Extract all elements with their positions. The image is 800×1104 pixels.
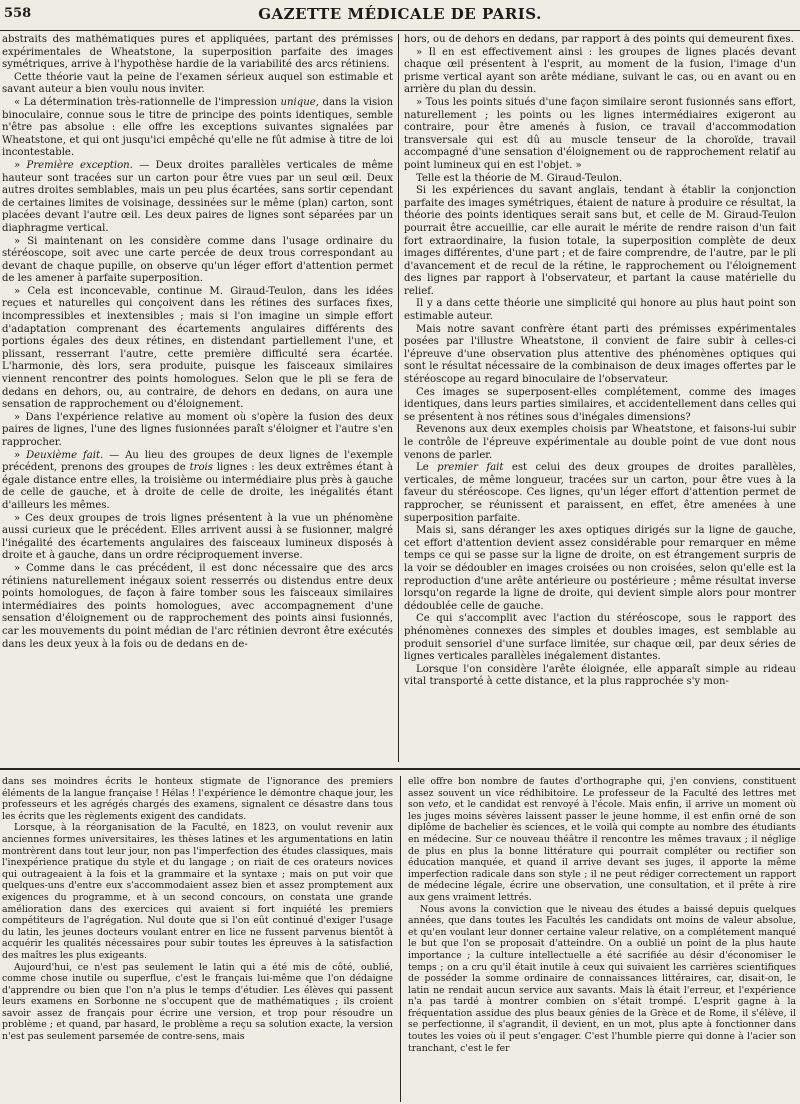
text-run: , et le candidat est renvoyé à l'école. Mais enfin, il arrive un moment où les juges moins sévères laissent passer le jeune homme, il est enfin orné de son diplôme de bachelier ès sciences, et le voilà qui compte au nombre des étudiants en médecine. Sur ce nouveau théâtre il rencontre les mêmes travaux ; il néglige de plus en plus la bonne littérature qui pourrait compléter ou rectifier son éducation manquée, et quand il arrive devant ses juges, il apporte la même imperfection radicale dans son style ; il ne peut rédiger correctement un rapport de médecine légale, écrire une observation, une consultation, et il prête à rire aux gens vraiment lettrés. bbox=[408, 799, 796, 903]
text-run: est celui des deux groupes de droites parallèles, verticales, de même longueur, tracées sur un carton, pour être vues à la faveur du stéréoscope. Ces lignes, qu'un léger effort d'attention permet de rapprocher, se réunissent et paraissent, en effet, être amenées à une superposition parfaite. bbox=[404, 462, 796, 524]
paragraph: Mais si, sans déranger les axes optiques dirigés sur la ligne de gauche, cet effort d'attention devient assez considérable pour remarquer en même temps ce qui se passe sur la ligne de droite, on est étrangement surpris de la voir se dédoubler en images croisées ou non croisées, selon qu'elle est la reproduction d'une arête antérieure ou postérieure ; même résultat inverse lorsqu'on regarde la ligne de droite, qui devient simple alors pour montrer dédoublée celle de gauche. bbox=[404, 525, 796, 612]
running-title: GAZETTE MÉDICALE DE PARIS. bbox=[258, 5, 542, 23]
paragraph: Revenons aux deux exemples choisis par Wheatstone, et faisons-lui subir le contrôle de l'épreuve expérimentale au double point de vue dont nous venons de parler. bbox=[404, 424, 796, 461]
feuilleton-column-right bbox=[408, 776, 796, 1102]
text-run: lignes : les deux extrêmes étant à égale distance entre elles, la troisième ou intermédiaire plus près à gauche de celle de gauche, et à droite de celle de droite, les inégalités étant d'ailleurs les mêmes. bbox=[2, 462, 393, 511]
emphasis: veto bbox=[427, 799, 449, 811]
paragraph: dans ses moindres écrits le honteux stigmate de l'ignorance des premiers éléments de la langue française ! Hélas ! l'expérience le démontre chaque jour, les professeurs et les agrégés chargés des examens, signalent ce désastre dans tous les écrits que les règlements exigent des candidats. bbox=[2, 776, 393, 822]
page-number: 558 bbox=[4, 6, 32, 21]
emphasis: » Première exception. bbox=[14, 159, 133, 171]
paragraph: Aujourd'hui, ce n'est pas seulement le latin qui a été mis de côté, oublié, comme chose inutile ou superflue, c'est le français lui-même que l'on dédaigne d'apprendre ou bien que l'on n'a plus le temps d'étudier. Les élèves qui passent leurs examens en Sorbonne ne s'occupent que de mathématiques ; ils croient savoir assez de français pour écrire une version, et trop pour résoudre un problème ; et quand, par hasard, le problème a reçu sa solution exacte, la version n'est pas seulement parsemée de contre-sens, mais bbox=[2, 961, 393, 1043]
paragraph: Lorsque, à la réorganisation de la Faculté, en 1823, on voulut revenir aux anciennes formes universitaires, les thèses latines et les argumentations en latin montrèrent dans tout leur jour, non pas l'imperfection des études classiques, mais l'inexpérience pratique du style et du langage ; on riait de ces orateurs novices qui outrageaient à la fois et la grammaire et la syntaxe ; mais on put voir que quelques-uns d'entre eux s'accommodaient assez bien et assez promptement aux exigences du programme, et à un second concours, on constata une grande amélioration dans des exercices qui avaient si fort inquiété les premiers compétiteurs de l'agrégation. Nul doute que si l'on eût continué d'exiger l'usage du latin, les jeunes docteurs voulant entrer en lice ne fussent parvenus bientôt à acquérir les qualités nécessaires pour subir toutes les épreuves à la satisfaction des maîtres les plus exigeants. bbox=[2, 822, 393, 961]
paragraph: Mais notre savant confrère étant parti des prémisses expérimentales posées par l'illustre Wheatstone, il convient de faire subir à celles-ci l'épreuve d'une observation plus attentive des phénomènes optiques qui sont le résultat nécessaire de la combinaison de deux images offertes par le stéréoscope au regard binoculaire de l'observateur. bbox=[404, 323, 796, 386]
paragraph: Il y a dans cette théorie une simplicité qui honore au plus haut point son estimable auteur. bbox=[404, 298, 796, 323]
paragraph: Cette théorie vaut la peine de l'examen sérieux auquel son estimable et savant auteur a bien voulu nous inviter. bbox=[2, 71, 393, 96]
paragraph: Lorsque l'on considère l'arête éloignée, elle apparaît simple au rideau vital transporté à cette distance, et la plus rapprochée s'y mon- bbox=[404, 663, 796, 688]
paragraph: abstraits des mathématiques pures et appliquées, partant des prémisses expérimentales de Wheatstone, la superposition parfaite des images symétriques, arrive à l'hypothèse hardie de la variabilité des arcs rétiniens. bbox=[2, 34, 393, 71]
paragraph bbox=[404, 462, 796, 525]
paragraph: Si les expériences du savant anglais, tendant à établir la conjonction parfaite des images symétriques, étaient de nature à produire ce résultat, la théorie des points identiques serait sans but, et celle de M. Giraud-Teulon pourrait être accueillie, car elle aurait le mérite de rendre raison d'un fait fort extraordinaire, la fusion totale, la superposition complète de deux images différentes, d'une part ; et de faire comprendre, de l'autre, par le pli d'avancement et de recul de la rétine, le rapprochement ou l'éloignement des lignes par rapport à l'observateur, et partant la cause matérielle du relief. bbox=[404, 185, 796, 297]
paragraph: » Comme dans le cas précédent, il est donc nécessaire que des arcs rétiniens naturellement inégaux soient resserrés ou distendus entre deux points homologues, de façon à faire tomber sous les faisceaux similaires intermédiaires des points homologues, avec accompagnement d'une sensation d'éloignement ou de rapprochement des points ainsi fusionnés, car les mouvements du point médian de l'arc rétinien devront être exécutés dans les deux yeux à la fois ou de dedans en de- bbox=[2, 562, 393, 650]
paragraph: » Si maintenant on les considère comme dans l'usage ordinaire du stéréoscope, soit avec une carte percée de deux trous correspondant au devant de chaque pupille, on observe qu'un léger effort d'attention permet de les amener à parfaite superposition. bbox=[2, 235, 393, 285]
paragraph: Nous avons la conviction que le niveau des études a baissé depuis quelques années, que dans toutes les Facultés les candidats ont moins de valeur absolue, et qu'en voulant leur donner certaine valeur relative, on a complétement manqué le but que l'on se proposait d'atteindre. On a oublié un point de la plus haute importance ; la culture intellectuelle a été sacrifiée au désir d'économiser le temps ; on a cru qu'il était inutile à ceux qui suivaient les carrières scientifiques de posséder la somme ordinaire de connaissances littéraires, car, disait-on, le latin ne rendait aucun service aux savants. Mais là était l'erreur, et l'expérience n'a pas tardé à montrer combien on s'était trompé. L'esprit gagne à la fréquentation assidue des plus beaux génies de la Grèce et de Rome, il s'élève, il se perfectionne, il s'agrandit, il devient, en un mot, plus apte à fonctionner dans toutes les voies où il peut s'engager. C'est l'humble pierre qui donne à l'acier son tranchant, c'est le fer bbox=[408, 903, 796, 1054]
emphasis: trois bbox=[189, 462, 213, 474]
text-run: « La détermination très-rationnelle de l'impression bbox=[14, 96, 281, 108]
paragraph: » Dans l'expérience relative au moment où s'opère la fusion des deux paires de lignes, l'une des lignes fusionnées paraît s'éloigner et l'autre s'en rapprocher. bbox=[2, 411, 393, 448]
paragraph: » Cela est inconcevable, continue M. Giraud-Teulon, dans les idées reçues et naturelles qui conçoivent dans les rétines des surfaces fixes, incompressibles et inextensibles ; mais si l'on imagine un simple effort d'adaptation comprenant des écartements angulaires différents des portions égales des deux rétines, en distendant partiellement l'une, et plissant, resserrant l'autre, cette première difficulté sera écartée. L'harmonie, dès lors, sera produite, puisque les faisceaux similaires viennent rencontrer des points homologues. Selon que le pli se fera de dedans en dehors, ou, au contraire, de dehors en dedans, on aura une sensation de rapprochement ou d'éloignement. bbox=[2, 285, 393, 411]
paragraph: Ce qui s'accomplit avec l'action du stéréoscope, sous le rapport des phénomènes connexes des simples et doubles images, est semblable au produit sensoriel d'une surface limitée, sur chaque œil, par deux séries de lignes verticales parallèles inégalement distantes. bbox=[404, 613, 796, 663]
paragraph bbox=[2, 97, 393, 160]
article-column-right bbox=[404, 34, 796, 762]
text-run: Le bbox=[416, 462, 438, 474]
paragraph bbox=[408, 776, 796, 904]
paragraph: » Tous les points situés d'une façon similaire seront fusionnés sans effort, naturellement ; les points ou les lignes intermédiaires exigeront au contraire, pour être amenés à fusion, ce travail d'accommodation transversale qui est dû au muscle tenseur de la choroïde, travail accompagné d'une sensation d'éloignement ou de rapprochement relatif au point lumineux qui en est l'objet. » bbox=[404, 96, 796, 171]
page-header bbox=[0, 0, 800, 31]
feuilleton-column-left bbox=[2, 776, 393, 1102]
column-divider bbox=[398, 34, 399, 762]
paragraph: Telle est la théorie de M. Giraud-Teulon. bbox=[416, 172, 623, 184]
paragraph: » Il en est effectivement ainsi : les groupes de lignes placés devant chaque œil présentent à l'esprit, au moment de la fusion, l'image d'un prisme vertical ayant son arête médiane, suivant le cas, ou en avant ou en arrière du plan du dessin. bbox=[404, 46, 796, 96]
column-divider bbox=[400, 776, 401, 1102]
paragraph: Ces images se superposent-elles complétement, comme des images identiques, dans leurs parties similaires, et accidentellement dans celles qui se présentent à nos rétines sous d'inégales dimensions? bbox=[404, 386, 796, 423]
paragraph bbox=[2, 160, 393, 236]
emphasis: unique bbox=[280, 96, 316, 108]
text-run: — Au lieu des groupes de deux lignes de l'exemple précédent, prenons des groupes de bbox=[2, 449, 393, 474]
paragraph: hors, ou de dehors en dedans, par rapport à des points qui demeurent fixes. bbox=[404, 34, 794, 45]
text-run: elle offre bon nombre de fautes d'orthographe qui, j'en conviens, constituent assez souvent un vice rédhibitoire. Le professeur de la Faculté des lettres met son bbox=[408, 776, 796, 811]
emphasis: » Deuxième fait. bbox=[14, 449, 104, 461]
text-run: — Deux droites parallèles verticales de même hauteur sont tracées sur un carton pour être vues par un seul œil. Deux autres droites semblables, mais un peu plus écartées, sans sortir cependant de certaines limites de voisinage, dessinées sur le même (plan) carton, sont placées devant l'autre œil. Les deux paires de lignes sont séparées par un diaphragme vertical. bbox=[2, 159, 393, 234]
section-divider bbox=[0, 768, 800, 770]
text-run: , dans la vision binoculaire, connue sous le titre de principe des points identiques, semble n'être pas absolue : elle offre les exceptions suivantes signalées par Wheatstone, et qui ont jusqu'ici empêché qu'elle ne fût admise à titre de loi incontestable. bbox=[2, 96, 393, 159]
paragraph: » Ces deux groupes de trois lignes présentent à la vue un phénomène aussi curieux que le précédent. Elles arrivent aussi à se fusionner, malgré l'inégalité des écartements angulaires des faisceaux lumineux disposés à droite et à gauche, dans un ordre réciproquement inverse. bbox=[2, 512, 393, 562]
emphasis: premier fait bbox=[437, 462, 504, 474]
article-column-left bbox=[2, 34, 393, 762]
paragraph bbox=[2, 450, 393, 513]
